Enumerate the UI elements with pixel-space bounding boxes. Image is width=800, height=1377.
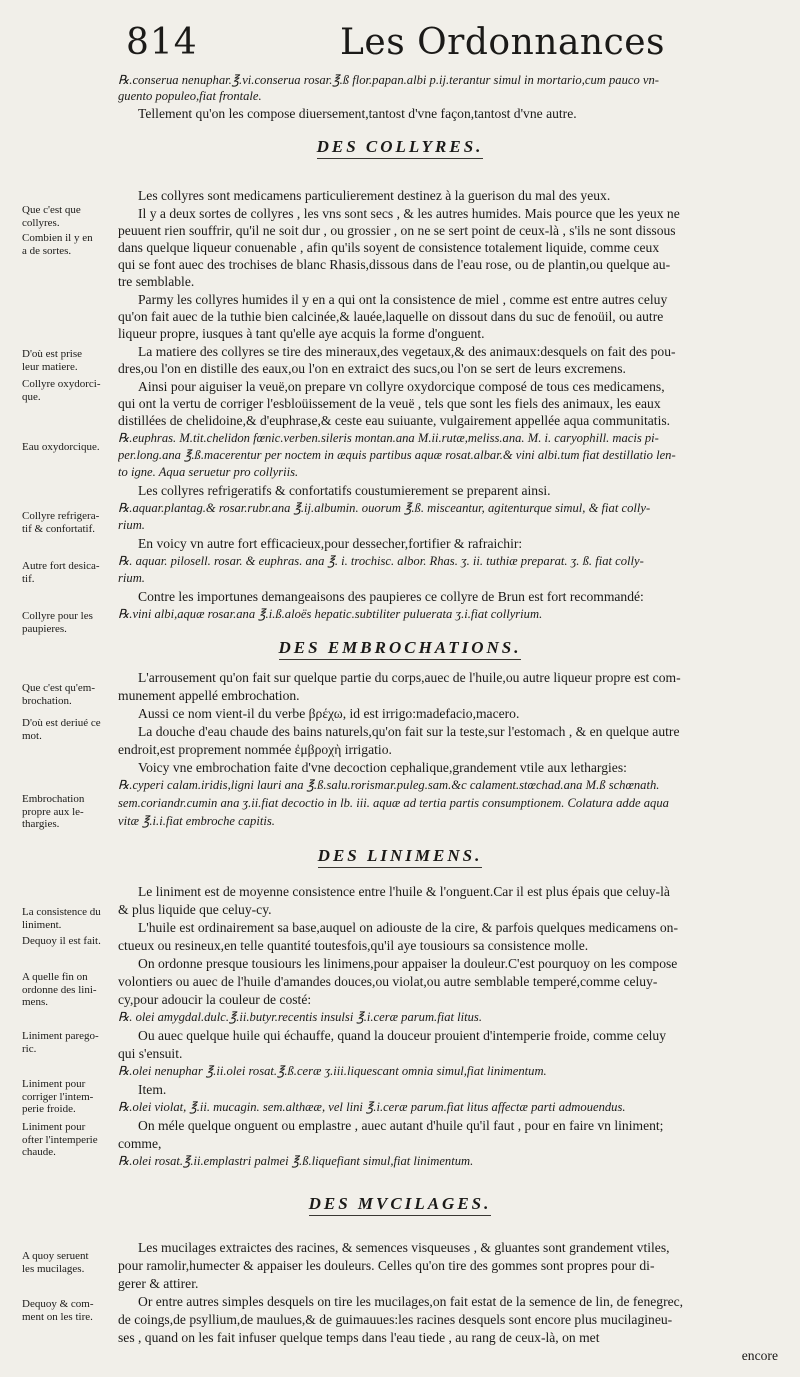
margin-note: Embrochation propre aux le- thargies.	[22, 793, 85, 830]
text-line: de coings,de psyllium,de maulues,& de guimauues:les racines desquels sont encore plus mucilagineu-	[118, 1312, 673, 1327]
text-line: ℞.vini albi,aquæ rosar.ana ℥.i.ß.aloës hepatic.subtiliter puluerata ʒ.i.fiat collyrium.	[118, 607, 543, 621]
text-line: ℞.aquar.plantag.& rosar.rubr.ana ℥.ij.albumin. ouorum ℥.ß. misceantur, agitenturque simul, & fiat colly-	[118, 501, 651, 515]
text-line: qui s'ensuit.	[118, 1046, 183, 1061]
text-line: comme,	[118, 1136, 162, 1151]
text-line: ℞.olei rosat.℥.ii.emplastri palmei ℥.ß.liquefiant simul,fiat linimentum.	[118, 1154, 474, 1168]
text-line: rium.	[118, 571, 145, 585]
text-line: cy,pour adoucir la couleur de costé:	[118, 992, 312, 1007]
text-line: guento populeo,fiat frontale.	[118, 89, 262, 103]
text-line: ℞. aquar. pilosell. rosar. & euphras. ana ℥. i. trochisc. albor. Rhas. ʒ. ii. tuthiæ preparat. ʒ. ß. fiat colly-	[118, 554, 644, 568]
margin-note: A quelle fin on ordonne des lini- mens.	[22, 971, 97, 1008]
text-line: dres,ou l'on en distille des eaux,ou l'on en extraict des sucs,ou l'on se sert de leurs excremens.	[118, 361, 626, 376]
text-line: En voicy vn autre fort efficacieux,pour dessecher,fortifier & rafraichir:	[138, 536, 523, 551]
text-line: per.long.ana ℥.ß.macerentur per noctem in æquis partibus aquæ rosat.albar.& vini albi.tum fiat destillatio len-	[118, 448, 676, 462]
text-line: Contre les importunes demangeaisons des paupieres ce collyre de Brun est fort recommandé:	[138, 589, 644, 604]
text-line: Aussi ce nom vient-il du verbe βρέχω, id est irrigo:madefacio,macero.	[138, 706, 520, 721]
text-line: Item.	[138, 1082, 167, 1097]
text-line: L'huile est ordinairement sa base,auquel on adiouste de la cire, & parfois quelques medicamens on-	[138, 920, 678, 935]
text-line: vitæ ℥.i.i.fiat embroche capitis.	[118, 814, 275, 828]
margin-note: Dequoy il est fait.	[22, 935, 101, 947]
page-number: 814	[126, 22, 198, 63]
text-line: peuuent rien souffrir, qu'il ne soit dur , ou grossier , on ne se sert point de ceux-là , s'ils ne sont dissous	[118, 223, 676, 238]
text-line: Ou auec quelque huile qui échauffe, quand la douceur prouient d'intemperie froide, comme celuy	[138, 1028, 666, 1043]
text-line: Parmy les collyres humides il y en a qui ont la consistence de miel , comme est entre autres celuy	[138, 292, 668, 307]
margin-note: Collyre refrigera- tif & confortatif.	[22, 510, 100, 535]
text-line: On méle quelque onguent ou emplastre , auec autant d'huile qu'il faut , pour en faire vn liniment;	[138, 1118, 664, 1133]
text-line: gerer & attirer.	[118, 1276, 199, 1291]
text-line: On ordonne presque tousiours les linimens,pour appaiser la douleur.C'est pourquoy on les compose	[138, 956, 678, 971]
margin-note: D'où est deriué ce mot.	[22, 717, 101, 742]
catchword: encore	[741, 1348, 778, 1363]
text-line: ℞.cyperi calam.iridis,ligni lauri ana ℥.ß.salu.rorismar.puleg.sam.&c calament.stœchad.ana M.ß schœnath.	[118, 778, 660, 792]
text-line: qui se font auec des trochises de blanc Rhasis,dissous dans de l'eau rose, ou de plantin,ou quelque au-	[118, 257, 671, 272]
text-line: ℞.conserua nenuphar.℥.vi.conserua rosar.℥.ß flor.papan.albi p.ij.terantur simul in mortario,cum pauco vn-	[118, 73, 660, 87]
text-line: qu'on fait auec de la tuthie bien calcinée,& lauée,laquelle on dissout dans du suc de fenoüil, ou autre	[118, 309, 664, 324]
margin-note: Eau oxydorcique.	[22, 441, 100, 453]
margin-note: Que c'est qu'em- brochation.	[22, 682, 95, 707]
margin-note: Liniment pour corriger l'intem- perie froide.	[22, 1078, 94, 1115]
text-line: pour ramolir,humecter & appaiser les douleurs. Celles qu'on tire des gommes sont propres pour di-	[118, 1258, 655, 1273]
margin-note: Autre fort desica- tif.	[22, 560, 100, 585]
text-line: Le liniment est de moyenne consistence entre l'huile & l'onguent.Car il est plus épais que celuy-là	[138, 884, 670, 899]
margin-note: Dequoy & com- ment on les tire.	[22, 1298, 94, 1323]
text-line: Les collyres sont medicamens particulierement destinez à la guerison du mal des yeux.	[138, 188, 611, 203]
margin-note: Liniment parego- ric.	[22, 1030, 99, 1055]
page-header	[0, 22, 800, 72]
text-line: Voicy vne embrochation faite d'vne decoction cephalique,grandement vtile aux lethargies:	[138, 760, 627, 775]
text-line: sem.coriandr.cumin ana ʒ.ii.fiat decoctio in lb. iii. aquæ ad tertia partis consumptionem. Colatura adde aqua	[118, 796, 669, 810]
text-line: Il y a deux sortes de collyres , les vns sont secs , & les autres humides. Mais pource que les yeux ne	[138, 206, 680, 221]
margin-note: Que c'est que collyres.	[22, 204, 81, 229]
section-heading-mucilages: DES MVCILAGES.	[0, 1194, 800, 1216]
text-line: to igne. Aqua seruetur pro collyriis.	[118, 465, 299, 479]
section-heading-linimens: DES LINIMENS.	[0, 846, 800, 868]
text-line: endroit,est proprement nommée ἐμβροχὴ irrigatio.	[118, 742, 392, 757]
text-line: rium.	[118, 518, 145, 532]
text-line: & plus liquide que celuy-cy.	[118, 902, 272, 917]
text-line: ℞.euphras. M.tit.chelidon fœnic.verben.sileris montan.ana M.ii.rutæ,meliss.ana. M. i. caryophill. macis pi-	[118, 431, 659, 445]
text-line: tre semblable.	[118, 274, 195, 289]
text-line: Tellement qu'on les compose diuersement,tantost d'vne façon,tantost d'vne autre.	[138, 106, 577, 121]
text-line: ℞.olei nenuphar ℥.ii.olei rosat.℥.ß.ceræ ʒ.iii.liquescant omnia simul,fiat linimentum.	[118, 1064, 547, 1078]
section-heading-collyres: DES COLLYRES.	[0, 137, 800, 159]
text-line: distillées de chelidoine,& d'euphrase,& ceste eau suiuante, vulgairement appellée aqua communitatis.	[118, 413, 671, 428]
margin-note: A quoy seruent les mucilages.	[22, 1250, 89, 1275]
text-line: Or entre autres simples desquels on tire les mucilages,on fait estat de la semence de lin, de fenegrec,	[138, 1294, 684, 1309]
text-line: Ainsi pour aiguiser la veuë,on prepare vn collyre oxydorcique composé de tous ces medicamens,	[138, 379, 665, 394]
margin-note: D'où est prise leur matiere.	[22, 348, 83, 373]
text-line: La matiere des collyres se tire des mineraux,des vegetaux,& des animaux:desquels on fait des pou-	[138, 344, 676, 359]
text-line: munement appellé embrochation.	[118, 688, 300, 703]
text-line: qui ont la vertu de corriger l'esbloüissement de la veuë , tels que sont les fiels des animaux, les eaux	[118, 396, 661, 411]
text-line: ℞.olei violat, ℥.ii. mucagin. sem.althææ, vel lini ℥.i.ceræ parum.fiat litus affectæ parti admouendus.	[118, 1100, 626, 1114]
text-line: liqueur propre, iusques à tant qu'elle aye acquis la forme d'onguent.	[118, 326, 485, 341]
text-line: dans quelque liqueur conuenable , afin qu'ils soyent de consistence totalement liquide, comme ceux	[118, 240, 660, 255]
text-line: volontiers ou auec de l'huile d'amandes douces,ou violat,ou autre semblable temperé,comme celuy-	[118, 974, 658, 989]
margin-note: Collyre oxydorci- que.	[22, 378, 101, 403]
text-line: ses , quand on les fait infuser quelque temps dans l'eau tiede , au rang de ceux-là, on met	[118, 1330, 600, 1345]
text-line: L'arrousement qu'on fait sur quelque partie du corps,auec de l'huile,ou autre liqueur propre est com-	[138, 670, 681, 685]
text-line: La douche d'eau chaude des bains naturels,qu'on fait sur la teste,sur l'estomach , & en quelque autre	[138, 724, 680, 739]
margin-note: Combien il y en a de sortes.	[22, 232, 93, 257]
section-heading-embrochations: DES EMBROCHATIONS.	[0, 638, 800, 660]
running-title: Les Ordonnances	[340, 22, 666, 63]
margin-note: Liniment pour ofter l'intemperie chaude.	[22, 1121, 98, 1158]
text-line: Les mucilages extraictes des racines, & semences visqueuses , & gluantes sont grandement vtiles,	[138, 1240, 670, 1255]
text-line: ctueux ou resineux,en telle quantité toutesfois,qu'il aye tousiours sa consistence molle.	[118, 938, 589, 953]
margin-note: Collyre pour les paupieres.	[22, 610, 93, 635]
text-line: ℞. olei amygdal.dulc.℥.ii.butyr.recentis insulsi ℥.i.ceræ parum.fiat litus.	[118, 1010, 482, 1024]
margin-note: La consistence du liniment.	[22, 906, 101, 931]
text-line: Les collyres refrigeratifs & confortatifs coustumierement se preparent ainsi.	[138, 483, 551, 498]
